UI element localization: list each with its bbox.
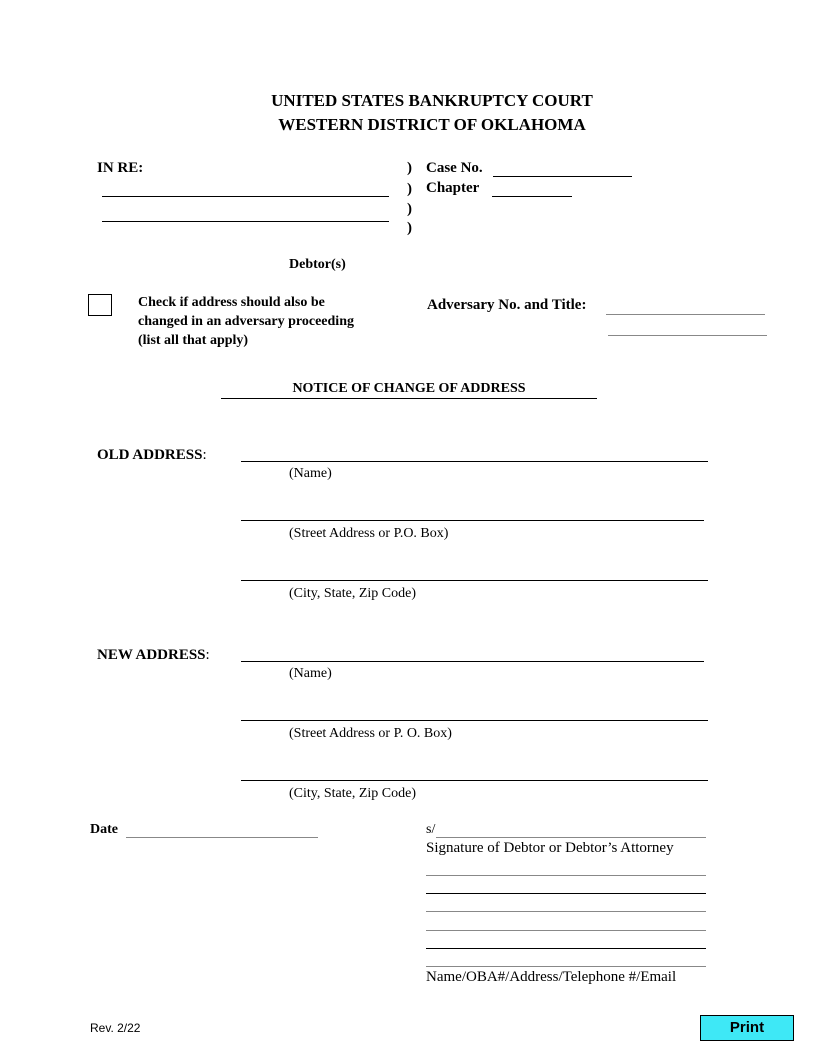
- checkbox-text: [138, 293, 354, 350]
- contact-line[interactable]: [426, 875, 706, 876]
- caption-paren: ): [407, 201, 412, 217]
- contact-line[interactable]: [426, 966, 706, 967]
- caption-paren: ): [407, 181, 412, 197]
- checkbox-text-line: changed in an adversary proceeding: [138, 314, 354, 329]
- new-name-caption: (Name): [289, 666, 332, 681]
- new-name-field[interactable]: [241, 661, 704, 662]
- case-no-field[interactable]: [493, 176, 632, 177]
- checkbox-text-line: Check if address should also be: [138, 295, 325, 310]
- contact-line[interactable]: [426, 930, 706, 931]
- signature-field[interactable]: [436, 837, 706, 838]
- case-no-label: Case No.: [426, 160, 483, 176]
- new-city-field[interactable]: [241, 780, 708, 781]
- old-city-caption: (City, State, Zip Code): [289, 586, 417, 601]
- old-city-field[interactable]: [241, 580, 708, 581]
- date-label: Date: [90, 822, 118, 837]
- checkbox-text-line: (list all that apply): [138, 333, 249, 348]
- in-re-label: IN RE:: [97, 160, 144, 176]
- caption-paren: ): [407, 220, 412, 236]
- notice-title: [221, 381, 597, 399]
- old-address-label-text: OLD ADDRESS: [97, 447, 203, 463]
- old-street-caption: (Street Address or P.O. Box): [289, 526, 449, 541]
- revision-label: Rev. 2/22: [90, 1021, 141, 1035]
- chapter-label: Chapter: [426, 180, 480, 196]
- new-street-caption: (Street Address or P. O. Box): [289, 726, 452, 741]
- notice-title-text: NOTICE OF CHANGE OF ADDRESS: [292, 381, 526, 396]
- old-name-field[interactable]: [241, 461, 708, 462]
- adversary-field-1[interactable]: [606, 314, 765, 315]
- new-address-label: [97, 647, 210, 664]
- debtor-name-line-1[interactable]: [102, 196, 389, 197]
- new-address-label-text: NEW ADDRESS: [97, 647, 206, 663]
- old-street-field[interactable]: [241, 520, 704, 521]
- court-name: UNITED STATES BANKRUPTCY COURT: [271, 91, 593, 110]
- old-name-caption: (Name): [289, 466, 332, 481]
- signature-prefix: s/: [426, 822, 436, 837]
- new-street-field[interactable]: [241, 720, 708, 721]
- new-address-colon: :: [205, 647, 210, 663]
- signature-caption: Signature of Debtor or Debtor’s Attorney: [426, 840, 674, 856]
- print-button[interactable]: Print: [700, 1015, 794, 1041]
- contact-line[interactable]: [426, 948, 706, 949]
- contact-caption: Name/OBA#/Address/Telephone #/Email: [426, 969, 677, 985]
- old-address-colon: :: [202, 447, 207, 463]
- contact-line[interactable]: [426, 893, 706, 894]
- adversary-label: Adversary No. and Title:: [427, 297, 587, 313]
- caption-paren: ): [407, 160, 412, 176]
- date-field[interactable]: [126, 837, 318, 838]
- contact-line[interactable]: [426, 911, 706, 912]
- court-district: WESTERN DISTRICT OF OKLAHOMA: [278, 115, 586, 134]
- debtor-name-line-2[interactable]: [102, 221, 389, 222]
- old-address-label: [97, 447, 207, 464]
- adversary-checkbox[interactable]: [88, 294, 112, 316]
- adversary-field-2[interactable]: [608, 335, 767, 336]
- debtors-label: Debtor(s): [289, 257, 346, 272]
- new-city-caption: (City, State, Zip Code): [289, 786, 417, 801]
- chapter-field[interactable]: [492, 196, 572, 197]
